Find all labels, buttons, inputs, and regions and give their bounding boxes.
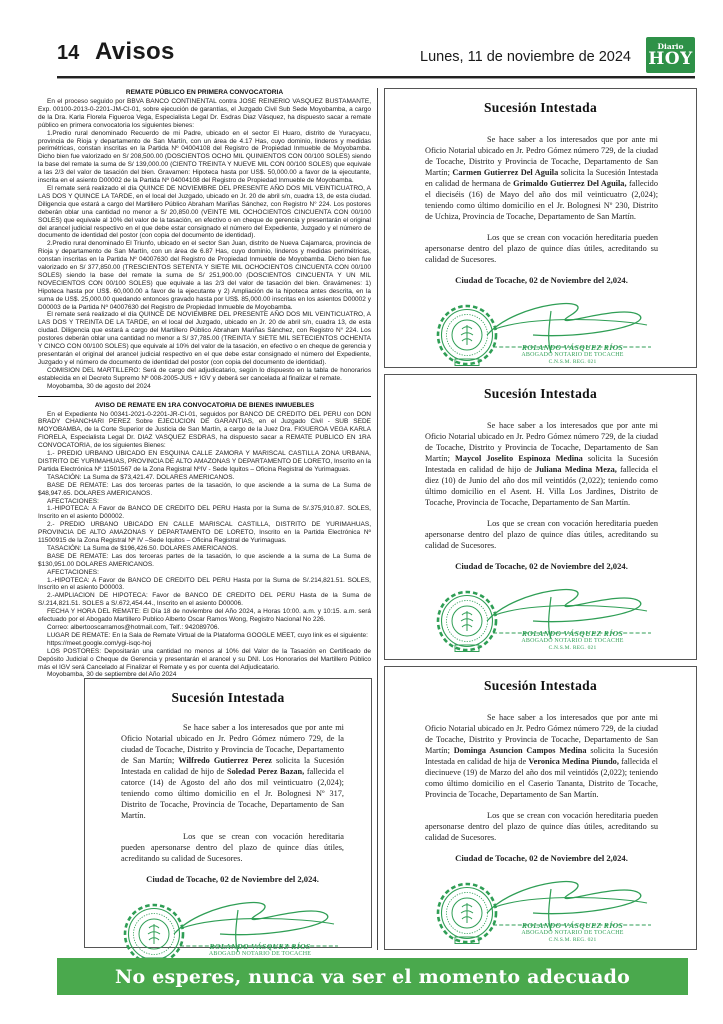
notice-separator-rule <box>38 396 371 397</box>
sucesion-paragraph-2: Los que se crean con vocación hereditaria pueden apersonarse dentro del plazo de quince días útiles, acreditando su calidad de Sucesores. <box>425 811 658 842</box>
notary-title: ABOGADO NOTARIO DE TOCACHE <box>521 351 624 358</box>
column-divider <box>377 88 378 950</box>
notice-paragraph: AFECTACIONES: <box>47 497 99 505</box>
sucesion-intestada-box <box>84 678 372 957</box>
notary-registry: C.N.S.M. REG. 021 <box>548 645 597 652</box>
notice-paragraph: Moyobamba, 30 de septiembre del Año 2024 <box>47 671 177 679</box>
notary-title: ABOGADO NOTARIO DE TOCACHE <box>521 637 624 644</box>
notice-paragraph: 1.-HIPOTECA: A Favor de BANCO DE CREDITO DEL PERU Hasta por la Suma de S/.375,910.87. SOLES, Inscrito en el asiento D00002. <box>38 505 371 521</box>
notice-paragraph: AFECTACIONES: <box>47 568 99 576</box>
auction-notice-1-body <box>38 98 371 391</box>
notice-paragraph: 1.Predio rural denominado Recuerdo de mi Padre, ubicado en el sector El Huaro, distrito de Yuracyacu, provincia de Rioja y departamento de San Martín, con un área de 4.17 Has, cuyo dominio, linderos y medidas perimétricas, constan inscritas en la Partida Nº 04004108 del Registro de Propiedad Inmueble de Moyobamba. Dicho bien fue valorizado en S/ 208,500.00 (DOSCIENTOS OCHO MIL QUINIENTOS CON 00/100 SOLES) siendo la base del remate la suma de S/ 139,000.00 (CIENTO TREINTA Y NUEVE MIL CON 00/100 SOLES) que equivale a las 2/3 del valor de tasación del bien. Gravamen: Hipoteca hasta por US$. 50,000.00 a favor de la ejecutante, inscrita en el asiento D00002 de la Partida Nº 04004108 del Registro de Propiedad Inmueble de Moyobamba. <box>38 129 371 185</box>
logo-word-diario: Diario <box>657 41 684 51</box>
notary-title: ABOGADO NOTARIO DE TOCACHE <box>208 950 312 957</box>
auction-notice-1-heading: REMATE PÚBLICO EN PRIMERA CONVOCATORIA <box>125 89 284 96</box>
notice-paragraph: 1.- PREDIO URBANO UBICADO EN ESQUINA CALLE ZAMORA Y MARISCAL CASTILLA ZONA URBANA, DISTRITO DE YURIMAHUAS, PROVINCIA DE ALTO AMAZONAS Y DEPARTAMENTO DE LORETO, Inscrito en la Partida Electrónica Nº 11501567 de la Zona Registral NºIV - Sede Iquitos – Oficina Registral de Yurimaguas. <box>38 450 371 473</box>
notice-paragraph: El remate será realizado el día QUINCE DE NOVIEMBRE DEL PRESENTE AÑO DOS MIL VEINTICUATRO, A LAS DOS Y QUINCE LA TARDE, en el local del Juzgado, ubicado en Jr. 20 de abril s/n, cuadra 13, de esta ciudad. Diligencia que estará a cargo del Martillero Público Abraham Mariñas Sánchez, con Registro N° 224. Los postores deberán oblar una cantidad no menor a S/ 20,850.00 (VEINTE MIL OCHOCIENTOS CINCUENTA CON 00/100 SOLES) que equivale al 10% del valor de la tasación, en efectivo o en cheque de gerencia y presentarán el original del arancel judicial respectivo en el que debe estar consignado el número del Expediente, Juzgado y el número de documento de identidad del postor (con copia del documento de identidad). <box>38 184 371 240</box>
notary-name: ROLANDO VÁSQUEZ RÍOS <box>521 628 624 638</box>
notice-paragraph: FECHA Y HORA DEL REMATE: El Día 18 de noviembre del Año 2024, a Horas 10:00. a.m. y 10:15. a.m. será efectuado por el Abogado Martillero Publico Alberto Oscar Ramos Wong, Registro Nacional No 226. <box>38 608 371 624</box>
auction-notice-2-body <box>38 411 371 680</box>
sucesion-intestada-box <box>384 374 697 660</box>
sucesion-paragraph-1: Se hace saber a los interesados que por ante mi Oficio Notarial ubicado en Jr. Pedro Gómez número 729, de la ciudad de Tocache, Distrito y Provincia de Tocache, Departamento de San Martín; Carmen Gutierrez Del Aguila solicita la Sucesión Intestada en calidad de hermana de Grimaldo Gutierrez Del Aguila, fallecido el dieciséis (16) de Mayo del año dos mil veinticuatro (2,024); teniendo como último domicilio en el Jr. Bolognesi Nº 230, Distrito de Uchiza, Provincia de Tocache, Departamento de San Martín. <box>425 135 658 221</box>
sucesion-date-line: Ciudad de Tocache, 02 de Noviembre del 2,024. <box>146 874 319 884</box>
sucesion-paragraph-2: Los que se crean con vocación hereditaria pueden apersonarse dentro del plazo de quince días útiles, acreditando su calidad de Sucesores. <box>425 233 658 264</box>
sucesion-paragraph-1: Se hace saber a los interesados que por ante mi Oficio Notarial ubicado en Jr. Pedro Gómez número 729, de la ciudad de Tocache, Distrito y Provincia de Tocache, Departamento de San Martín; Wilfredo Gutierrez Perez solicita la Sucesión Intestada en calidad de hijo de Soledad Perez Bazan, fallecida el catorce (14) de Agosto del año dos mil veinticuatro (2,024); teniendo como último domicilio en el Jr. Bolognesi Nº 317, Distrito de Tocache, Provincia de Tocache, Departamento de San Martín. <box>121 723 344 820</box>
diario-hoy-logo <box>646 37 695 73</box>
notary-seal-block <box>425 581 657 661</box>
sucesion-paragraph-2: Los que se crean con vocación hereditaria pueden apersonarse dentro del plazo de quince días útiles, acreditando su calidad de Sucesores. <box>425 519 658 550</box>
logo-word-hoy: HOY <box>648 48 693 69</box>
notary-seal-block <box>425 873 657 953</box>
sucesion-body <box>121 722 344 885</box>
sucesion-paragraph-1: Se hace saber a los interesados que por ante mi Oficio Notarial ubicado en Jr. Pedro Gómez número 729, de la ciudad de Tocache, Distrito y Provincia de Tocache, Departamento de San Martín; Dominga Asuncion Campos Medina solicita la Sucesión Intestada en calidad de hija de Veronica Medina Piundo, fallecida el diecinueve (19) de Marzo del año dos mil veintidós (2,022); teniendo como último domicilio en el Caserio Tananta, Distrito de Tocache, Provincia de Tocache, Departamento de San Martín. <box>425 713 658 799</box>
page-number: 14 <box>57 42 80 64</box>
sucesion-date-line: Ciudad de Tocache, 02 de Noviembre del 2,024. <box>455 561 628 571</box>
auction-notice-2 <box>38 401 371 680</box>
notice-paragraph: BASE DE REMATE: Las dos terceras partes de la tasación, lo que asciende a la suma de La Suma de $130,951.00 DOLARES AMERICANOS. <box>38 552 371 568</box>
notice-paragraph: 2.- PREDIO URBANO UBICADO EN CALLE MARISCAL CASTILLA, DISTRITO DE YURIMAHUAS, PROVINCIA DE ALTO AMAZONAS Y DEPARTAMENTO DE LORETO, Inscrito en la Partida Electrónica Nº 11500915 de la Zona Registral Nº IV –Sede Iquitos – Oficina Registral de Yurimaguas. <box>38 521 371 545</box>
notice-paragraph: 2.-AMPLIACION DE HIPOTECA: Favor de BANCO DE CREDITO DEL PERU Hasta de la Suma de S/.214,821.51. SOLES a S/.672,454.44., Inscrito en el asiento D00006. <box>38 592 371 608</box>
notice-paragraph: Moyobamba, 30 de agosto del 2024 <box>47 382 151 390</box>
notary-registry: C.N.S.M. REG. 021 <box>548 937 597 944</box>
header-rule <box>57 76 695 79</box>
notice-paragraph: 2.Predio rural denominado El Triunfo, ubicado en el sector San Juan, distrito de Nueva Cajamarca, provincia de Rioja y departamento de San Martín, con un área de 6.87 Has, cuyo dominio, linderos y medidas perimétricas, constan inscritas en la Partida Nº 04007630 del Registro de Propiedad Inmueble de Moyobamba. Dicho bien fue valorizado en S/ 377,850.00 (TRESCIENTOS SETENTA Y SIETE MIL OCHOCIENTOS CINCUENTA CON 00/100 SOLES) siendo la base del remate la suma de S/ 251,900.00 (DOSCIENTOS CINCUENTA Y UN MIL NOVECIENTOS CON 00/100 SOLES) que equivale a las 2/3 del valor de tasación del bien. Gravámenes: 1) Hipoteca hasta por US$. 60,000.00 a favor de la ejecutante y 2) Ampliación de la hipoteca antes descrita, en la suma de US$. 25,000.00 quedando entonces gravado hasta por US$. 85,000.00 inscritas en los asientos D00002 y D00003 de la Partida Nº 04007630 del Registro de Propiedad Inmueble de Moyobamba. <box>38 240 371 311</box>
notice-paragraph: 1.-HIPOTECA: A Favor de BANCO DE CREDITO DEL PERU Hasta por la Suma de S/.214,821.51. SOLES, Inscrito en el asiento D00003. <box>38 576 371 592</box>
notice-paragraph: COMISION DEL MARTILLERO: Será de cargo del adjudicatario, según lo dispuesto en la tabla de honorarios establecida en el Decreto Supremo Nº 008-2005-JUS + IGV y deberá ser cancelada al finalizar el remate. <box>38 366 371 382</box>
notary-credentials <box>497 343 649 367</box>
sucesion-paragraph-2: Los que se crean con vocación hereditaria pueden apersonarse dentro del plazo de quince días útiles, acreditando su calidad de Sucesores. <box>121 832 344 863</box>
sucesion-body <box>425 134 658 286</box>
sucesion-body <box>425 420 658 572</box>
notary-seal-block <box>425 295 657 375</box>
section-title: Avisos <box>95 38 175 65</box>
notary-credentials <box>497 921 649 945</box>
sucesion-title: Sucesión Intestada <box>483 100 598 115</box>
auction-notice-2-heading: AVISO DE REMATE EN 1RA CONVOCATORIA DE BIENES INMUEBLES <box>94 401 315 409</box>
notary-name: ROLANDO VÁSQUEZ RÍOS <box>521 342 624 352</box>
sucesion-paragraph-1: Se hace saber a los interesados que por ante mi Oficio Notarial ubicado en Jr. Pedro Gómez número 729, de la ciudad de Tocache, Distrito y Provincia de Tocache, Departamento de San Martín; Maycol Joselito Espinoza Medina solicita la Sucesión Intestada en calidad de hijo de Juliana Medina Meza, fallecida el diez (10) de Junio del año dos mil veintidós (2,022); teniendo como último domicilio en el Asent. H. Villa Los Jardines, Distrito de Tocache, Provincia de Tocache, Departamento de San Martín. <box>425 421 658 507</box>
sucesion-date-line: Ciudad de Tocache, 02 de Noviembre del 2,024. <box>455 853 628 863</box>
sucesion-title: Sucesión Intestada <box>171 690 285 705</box>
notice-paragraph: BASE DE REMATE: Las dos terceras partes de la tasación, lo que asciende a la suma de La Suma de $48,947.65. DOLARES AMERICANOS. <box>38 481 371 497</box>
notice-paragraph: Correo: albertooscarramos@hotmail.com, Telf.: 942089706. <box>47 624 220 631</box>
edition-date: Lunes, 11 de noviembre de 2024 <box>420 49 631 65</box>
notice-paragraph: TASACIÓN: La Suma de $73,421.47. DOLARES AMERICANOS. <box>47 473 235 481</box>
notice-paragraph: https://meet.google.com/ygi-isqc-hoj <box>47 639 152 647</box>
sucesion-date-line: Ciudad de Tocache, 02 de Noviembre del 2,024. <box>455 275 628 285</box>
sucesion-title: Sucesión Intestada <box>483 386 598 401</box>
sucesion-intestada-box <box>384 666 697 950</box>
notary-registry: C.N.S.M. REG. 021 <box>548 359 597 366</box>
notice-paragraph: En el Expediente No 00341-2021-0-2201-JR-CI-01, seguidos por BANCO DE CREDITO DEL PERU con DON BRADY CHANCHARI PEREZ Sobre EJECUCION DE GARANTIAS, en el Juzgado Civil - SUB SEDE MOYOBAMBA, de la Corte Superior de Justicia de San Martín, a cargo de la Juez Dra. FIGUEROA VEGA KARLA FIORELA, Especialista Legal Dr. DIAZ VASQUEZ ESDRAS, ha dispuesto sacar a REMATE PUBLICO EN 1RA CONVOCATORIA, de los siguientes Bienes: <box>38 410 371 450</box>
sucesion-intestada-box <box>384 88 697 368</box>
notary-name: ROLANDO VÁSQUEZ RÍOS <box>521 920 624 930</box>
notary-name: ROLANDO VÁSQUEZ RÍOS <box>209 941 311 951</box>
left-column <box>38 88 371 679</box>
notice-paragraph: LUGAR DE REMATE: En la Sala de Remate Virtual de la Plataforma GOOGLE MEET, cuyo link es el siguiente: <box>47 631 368 639</box>
notice-paragraph: TASACIÓN: La Suma de $196,426.50. DOLARES AMERICANOS. <box>47 544 238 552</box>
banner-text: No esperes, nunca va ser el momento adecuado <box>114 965 631 988</box>
bottom-ad-banner <box>57 958 688 995</box>
notice-paragraph: En el proceso seguido por BBVA BANCO CONTINENTAL contra JOSE REINERIO VASQUEZ BUSTAMANTE, Exp. 00100-2013-0-2201-JM-CI-01, sobre ejecución de garantías, el Juzgado Civil Sub Sede Moyobamba, a cargo de la Dra. Karla Florela Figueroa Vega, Especialista Legal Dr. Esdras Diaz Vásquez, ha dispuesto sacar a remate público en primera convocatoria los siguientes bienes: <box>38 98 371 129</box>
notice-paragraph: LOS POSTORES: Depositarán una cantidad no menos al 10% del Valor de la Tasación en Certificado de Depósito Judicial o Cheque de Gerencia y presentarán el arancel y su DNI. Los Honorarios del Martillero Público más el IGV será Cancelado al Finalizar el Remate y es por cuenta del Adjudicatario. <box>38 647 371 671</box>
notice-paragraph: El remate será realizado el día QUINCE DE NOVIEMBRE DEL PRESENTE AÑO DOS MIL VEINTICUATRO, A LAS DOS Y TREINTA DE LA TARDE, en el local del Juzgado, ubicado en Jr. 20 de abril s/n, cuadra 13, de esta ciudad. Diligencia que estará a cargo del Martillero Público Abraham Mariñas Sánchez, con Registro N° 224. Los postores deberán oblar una cantidad no menor a S/ 37,785.00 (TREINTA Y SIETE MIL SETECIENTOS OCHENTA Y CINCO CON 00/100 SOLES) que equivale al 10% del valor de la tasación, en efectivo o en cheque de gerencia y presentarán el original del arancel judicial respectivo en el que debe estar consignado el número del Expediente, Juzgado y el número de documento de identidad del postor (con copia del documento de identidad). <box>38 311 371 366</box>
notary-credentials <box>497 629 649 653</box>
sucesion-body <box>425 712 658 864</box>
auction-notice-1 <box>38 88 371 391</box>
sucesion-title: Sucesión Intestada <box>483 678 598 693</box>
notary-title: ABOGADO NOTARIO DE TOCACHE <box>521 929 624 936</box>
